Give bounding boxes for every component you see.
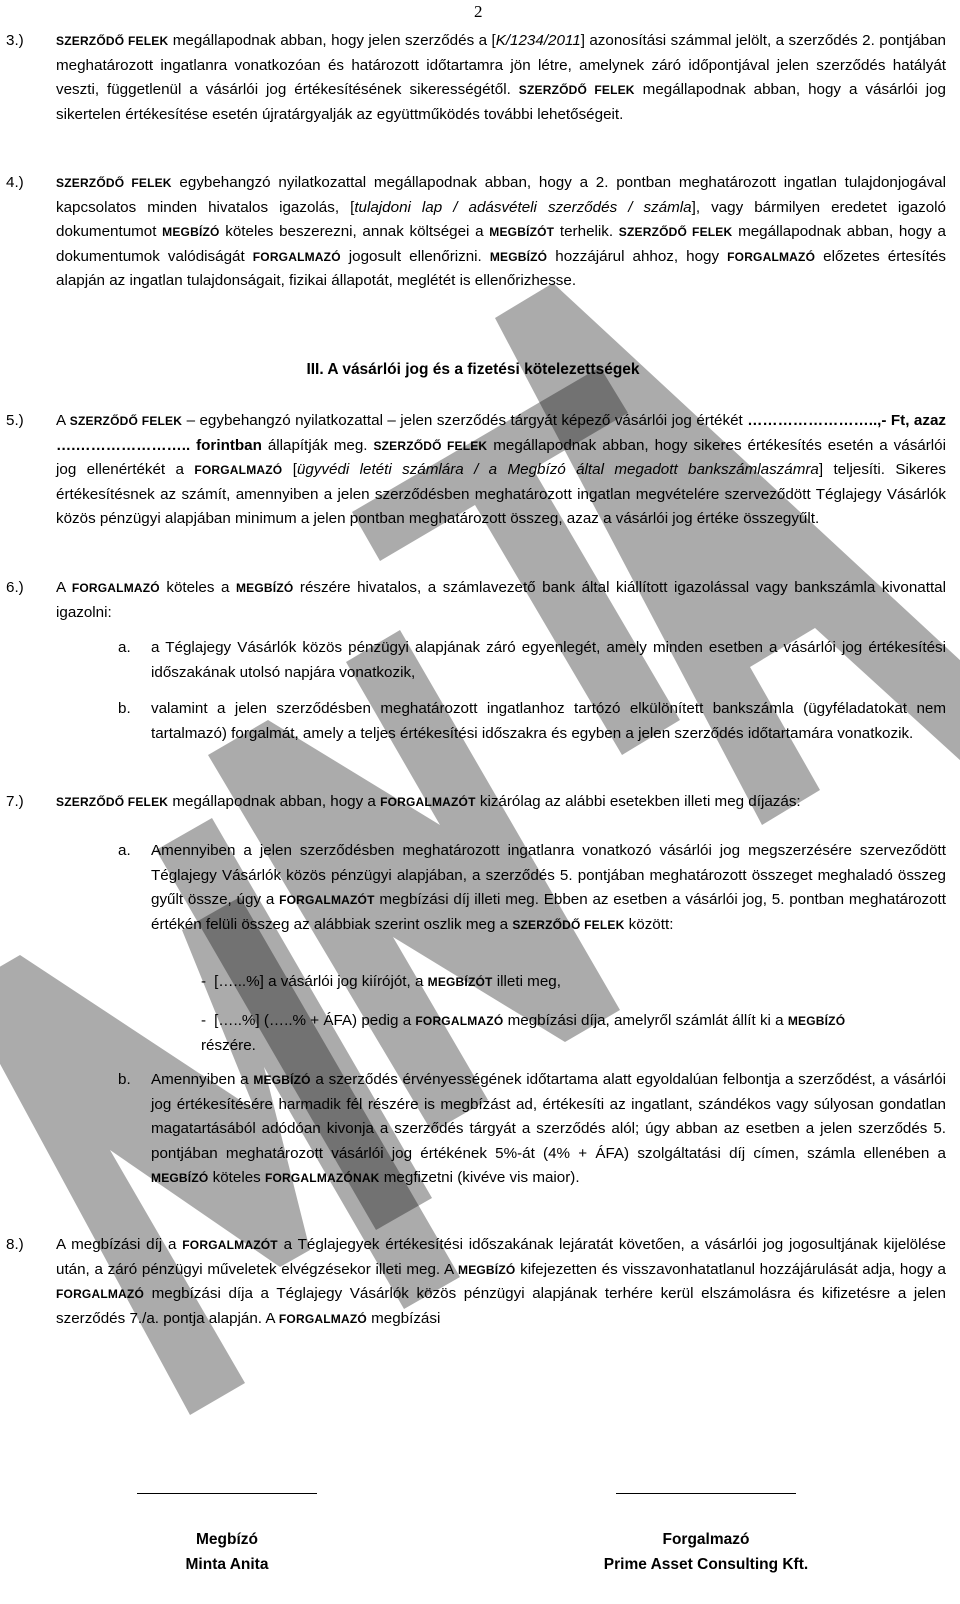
signature-block-left [127, 1527, 327, 1577]
contract-id: K/1234/2011 [495, 32, 581, 49]
clause-6 [0, 576, 946, 625]
clause-7-a-share-1 [201, 970, 946, 995]
clause-6-a [0, 636, 946, 685]
clause-number: 5.) [6, 412, 24, 429]
clause-7 [0, 790, 946, 815]
clause-7-a [0, 839, 946, 937]
page-number: 2 [474, 2, 483, 21]
signer-role: Megbízó [196, 1531, 258, 1548]
signature-block-right [556, 1527, 856, 1577]
clause-number: 4.) [6, 174, 24, 191]
list-marker: a. [118, 842, 131, 859]
clause-number: 8.) [6, 1236, 24, 1253]
clause-text: SZERZŐDŐ FELEK megállapodnak abban, hogy a FORGALMAZÓT kizárólag az alábbi esetekben illeti meg díjazás: [56, 793, 801, 810]
signer-name: Prime Asset Consulting Kft. [603, 1556, 809, 1573]
clause-6-b [0, 697, 946, 746]
list-item-text: a Téglajegy Vásárlók közös pénzügyi alapjának záró egyenlegét, amely minden esetben a vásárlói jog értékesítési időszakának utolsó napjára vonatkozik, [151, 639, 946, 681]
amount-blank: ……………………..,- Ft, azaz ….………………….. forintban [56, 412, 946, 454]
dash-marker: - [201, 973, 207, 990]
signature-line-right [616, 1493, 796, 1494]
signer-role: Forgalmazó [662, 1531, 750, 1548]
clause-number: 7.) [6, 793, 24, 810]
clause-number: 6.) [6, 579, 24, 596]
list-item-text: valamint a jelen szerződésben meghatározott ingatlanhoz tartózó elkülönített bankszámla (ügyféladatokat nem tartalmazó) forgalmát, amely a teljes értékesítési időszakra és egyben a jelen szerződés időtartamára vonatkozik. [151, 700, 946, 742]
clause-5 [0, 409, 946, 532]
dash-text: […..%] (…..% + ÁFA) pedig a FORGALMAZÓ megbízási díja, amelyről számlát állít ki a MEGBÍZÓ [214, 1012, 846, 1029]
party-term: SZERZŐDŐ FELEK [56, 34, 169, 48]
list-marker: b. [118, 700, 131, 717]
clause-3 [0, 29, 946, 127]
party-term: SZERZŐDŐ FELEK [518, 83, 635, 98]
clause-4 [0, 171, 946, 294]
dash-text: […...%] a vásárlói jog kiírójót, a MEGBÍZÓT illeti meg, [214, 973, 561, 990]
list-marker: a. [118, 639, 131, 656]
clause-number: 3.) [6, 32, 24, 49]
dash-text-cont: részére. [201, 1036, 256, 1054]
section-heading: III. A vásárlói jog és a fizetési kötelezettségek [306, 361, 640, 378]
signature-line-left [137, 1493, 317, 1494]
clause-7-a-share-2 [201, 1009, 946, 1058]
clause-text: SZERZŐDŐ FELEK megállapodnak abban, hogy jelen szerződés a [K/1234/2011] azonosítási számmal jelölt, a szerződés 2. pontjában meghatározott ingatlanra vonatkozóan és határozott időtartamra jön létre, amelynek záró időpontjával jelen szerződés hatályát veszti, függetlenül a vásárlói jog értékesítésének sikerességétől. SZERZŐDŐ FELEK megállapodnak abban, hogy a vásárlói jog sikertelen értékesítése esetén újratárgyalják az együttműködés további lehetőségeit. [56, 32, 947, 123]
dash-marker: - [201, 1012, 207, 1029]
list-item-text: Amennyiben a jelen szerződésben meghatározott ingatlanra vonatkozó vásárlói jog megszerzésére szerveződött Téglajegy Vásárlók közös pénzügyi alapjában, a szerződés 5. pontjában meghatározott összeget meghaladó összeg gyűlt össze, úgy a FORGALMAZÓT megbízási díj illeti meg. Ebben az esetben a vásárlói jog, 5. pontban meghatározott értékén felüli összeg az alábbiak szerint oszlik meg a SZERZŐDŐ FELEK között: [151, 842, 946, 933]
clause-7-b [0, 1068, 946, 1191]
clause-text: SZERZŐDŐ FELEK egybehangzó nyilatkozattal megállapodnak abban, hogy a 2. pontban meghatározott ingatlan tulajdonjogával kapcsolatos minden hivatalos igazolás, [tulajdoni lap / adásvételi szerződés / számla], vagy bármilyen eredetet igazoló dokumentumot MEGBÍZÓ köteles beszerezni, annak költségei a MEGBÍZÓT terhelik. SZERZŐDŐ FELEK megállapodnak abban, hogy a dokumentumok valódiságát FORGALMAZÓ jogosult ellenőrizni. MEGBÍZÓ hozzájárul ahhoz, hogy FORGALMAZÓ előzetes értesítés alapján az ingatlan tulajdonságait, fizikai állapotát, meglétét is ellenőrizhesse. [56, 174, 947, 290]
clause-text: A FORGALMAZÓ köteles a MEGBÍZÓ részére hivatalos, a számlavezető bank által kiállított igazolással vagy bankszámla kivonattal igazolni: [56, 579, 947, 621]
list-marker: b. [118, 1071, 131, 1088]
clause-8 [0, 1233, 946, 1331]
clause-text: A megbízási díj a FORGALMAZÓT a Téglajegyek értékesítési időszakának lejáratát követően, a vásárlói jog jogosultjának kijelölése után, a záró pénzügyi műveletek elvégzésekor illeti meg. A MEGBÍZÓ kifejezetten és visszavonhatatlanul hozzájárulását adja, hogy a FORGALMAZÓ megbízási díja a Téglajegy Vásárlók közös pénzügyi alapjának terhére kerül elszámolásra és kifizetésre a jelen szerződés 7./a. pontja alapján. A FORGALMAZÓ megbízási [56, 1236, 947, 1327]
signer-name: Minta Anita [185, 1556, 269, 1573]
clause-text: A SZERZŐDŐ FELEK – egybehangzó nyilatkozattal – jelen szerződés tárgyát képező vásárlói jog értékét ……………………..,- Ft, azaz ….………………….. forintban állapítják meg. SZERZŐDŐ FELEK megállapodnak abban, hogy sikeres értékesítés esetén a vásárlói jog ellenértékét a FORGALMAZÓ [ügyvédi letéti számlára / a Megbízó által megadott bankszámlaszámra] teljesíti. Sikeres értékesítésnek az számít, amennyiben a jelen szerződésben meghatározott ingatlan megvételére szerveződött Téglajegy Vásárlók közös pénzügyi alapjában minimum a jelen pontban meghatározott összeg, azaz a vásárlói jog értéke összegyűlt. [56, 412, 946, 528]
list-item-text: Amennyiben a MEGBÍZÓ a szerződés érvényességének időtartama alatt egyoldalúan felbontja a szerződést, a vásárlói jog értékesítésére harmadik fél részére is megbízást ad, értékesíti az ingatlant, szándékos vagy súlyosan gondatlan magatartásából adódóan kivonja a szerződés tárgyát a szerződés alól; úgy abban az esetben a jelen szerződés 5. pontjában meghatározott vásárlói jog értékének 5%-át (4% + ÁFA) szolgáltatási díj címen, számla ellenében a MEGBÍZÓ köteles FORGALMAZÓNAK megfizetni (kivéve vis maior). [151, 1071, 946, 1187]
